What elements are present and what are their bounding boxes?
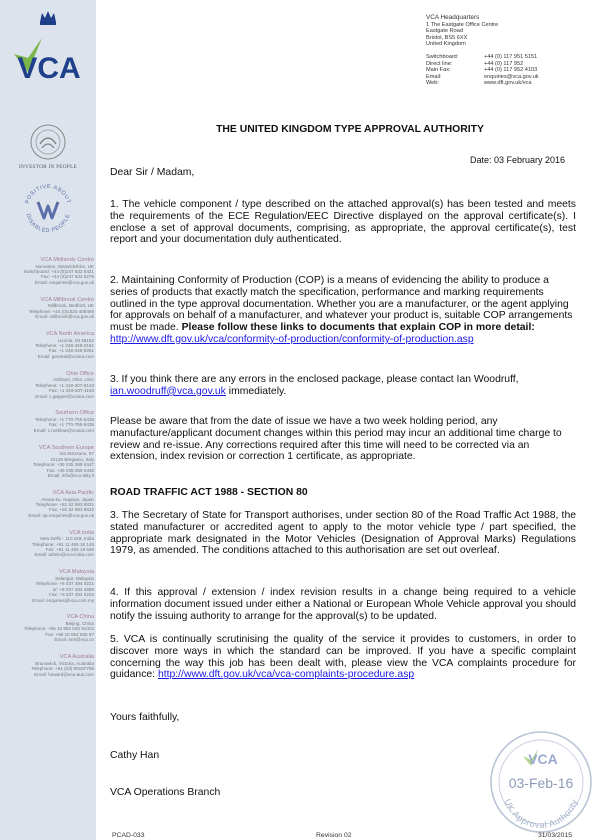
office-name: VCA Midlands Centre [40,257,94,263]
office-line: Atsuta-ku, Nagoya, Japan [41,496,94,502]
office-entry [2,569,94,603]
office-name: VCA China [66,614,94,621]
hq-contact-row [426,54,586,61]
hq-address-line: Bristol, BS5 6XX [426,34,468,41]
stamp-date: 03-Feb-16 [508,775,574,791]
paragraph-6: 4. If this approval / extension / index revision results in a change being required to a vehicle information document issued under either a National or European Whole Vehicle approval you should notify the issuing authority to arrange for the approval(s) to be updated. [110,587,576,622]
office-name: VCA Southern Europe [38,444,94,451]
office-line: Fax: +1 248-349-9261 [48,348,94,354]
positive-about-disabled-people-icon [20,180,76,236]
office-line: Fax: +44 (0)247 632 9276 [41,274,94,280]
paragraph-3-end: immediately. [225,385,287,397]
complaints-link[interactable]: http://www.dft.gov.uk/vca/vca-complaints-procedure.asp [157,669,415,681]
office-list [2,257,94,689]
office-line: Telephone: +1 248-468-0151 [35,343,94,349]
contact-label: Email: [426,73,442,80]
contact-label: Main Fax: [426,67,451,74]
office-line: Email: admin@vca-india.com [34,552,94,558]
office-line: Telephone: +6 037 494 0221 [35,581,94,587]
paragraph-3 [110,374,576,398]
office-line: Fax: +81 52 683 8832 [49,507,94,513]
letter-title: THE UNITED KINGDOM TYPE APPROVAL AUTHORITY [216,124,484,135]
svg-text:POSITIVE ABOUT [25,184,72,205]
paragraph-2-bold: Please follow these links to documents that explain COP in more detail: [181,322,535,334]
office-line: Via Stezzano, 87 [59,451,94,457]
headquarters-address [426,15,586,87]
email-link[interactable]: ian.woodruff@vca.gov.uk [110,385,226,397]
office-entry [2,530,94,558]
hq-contact-row [426,80,586,87]
office-line: Fax: +6 037 494 0225 [49,592,94,598]
office-line: Telephone: +91 11 465 18 145 [32,541,94,547]
office-line: Fax: +91 11 465 18 546 [45,547,94,553]
investor-in-people-icon [24,122,72,162]
office-line: Telephone: +1 770-755-5435 [35,417,94,423]
office-line: Ashland, Ohio, USA [53,377,94,383]
contact-value: +44 (0) 117 951 5151 [484,53,538,60]
closing: Yours faithfully, [110,712,180,723]
hq-address-line: United Kingdom [426,41,466,48]
office-line: Email: ann@vca.cn [54,637,94,643]
office-line: Livonia, MI 48152 [57,337,94,343]
office-entry [2,371,94,399]
office-name: VCA North America [45,331,94,338]
office-line: Email: info@vca-italy.it [47,473,94,478]
contact-value[interactable]: enquiries@vca.gov.uk [484,73,539,80]
office-line: Fax: +1 770-755-5435 [48,422,94,428]
hq-contact-row [426,74,586,81]
office-name: VCA Millbrook Centre [40,296,94,303]
vca-logo-text: VCA [17,52,81,85]
paragraph-4: Please be aware that from the date of issue we have a two week holding period, any manufacture/applicant document changes within this period may incur an additional time charge to review and re-issue. Any corrections required after this time will need to be corrected via an extension, index revision or correction 1 certificate, as appropriate. [110,416,562,463]
office-line: Telephone: +39 035 369 0447 [33,462,94,468]
office-line: Email: c.rushlow@vcana.com [33,427,94,433]
office-line: Email: ap-enquiries@vca.gov.uk [28,512,94,518]
office-line: Telephone: +44 (0)1525 408466 [28,308,94,314]
salutation: Dear Sir / Madam, [110,167,195,178]
office-line: Brunswick, Victoria, Australia [35,660,94,666]
svg-text:UK Approval Authority [502,798,579,831]
paragraph-2 [110,275,576,346]
office-name: Ohio Office [66,370,94,377]
cop-link[interactable]: http://www.dft.gov.uk/vca/conformity-of-production/conformity-of-production.asp [110,333,474,345]
hq-contact-row [426,67,586,74]
signatory: Cathy Han [110,750,160,761]
branch: VCA Operations Branch [110,787,221,798]
paragraph-7-text: 5. VCA is continually scrutinising the quality of the service it provides to customers, in order to discover more ways in which the standard can be improved. If you have a specific complaint concerning the way this job has been dealt with, please view the VCA complaints procedure for guidance: [110,634,576,681]
office-line: Email: millbrook@vca.gov.uk [35,314,94,320]
sidebar [0,0,96,840]
paragraph-3-text: 3. If you think there are any errors in the enclosed package, please contact Ian Woodruff, [110,374,519,385]
contact-label: Direct line: [426,60,453,67]
office-line: Selangor, Malaysia [55,575,94,581]
paragraph-1: 1. The vehicle component / type described on the attached approval(s) has been tested and meets the requirements of the ECE Regulation/EEC Directive displayed on the approval certificate(s). I enclose a set of approval documents, comprising, as appropriate, the approval certificate(s), test report and your documentation duly authenticated. [110,199,576,246]
office-line: Millbrook, Bedford, UK [48,303,94,309]
stamp-logo-text: VCA [528,751,558,767]
investor-in-people-label: INVESTOR IN PEOPLE [18,164,78,170]
office-line: Telephone: +61 (03) 90187758 [31,666,94,672]
office-line: Telephone: +86 10 852 830 91/2/3 [24,626,94,632]
office-line: Telephone: +1 419-207-8123 [35,382,94,388]
office-line: Fax: +86 10 852 830 97 [45,631,94,637]
contact-value: +44 (0) 117 952 4103 [484,67,538,74]
paragraph-7 [110,634,576,681]
contact-label: Web: [426,80,439,87]
office-name: VCA India [69,529,94,536]
approval-stamp [487,728,595,836]
office-entry [2,445,94,479]
disability-ring-top: POSITIVE ABOUT [24,183,72,205]
form-code: PCAD-033 [112,832,145,839]
contact-label: Switchboard: [426,53,459,60]
office-entry [2,614,94,642]
office-entry [2,410,94,433]
office-name: Southern Office [55,410,94,417]
office-line: Email: enquiries@vca.gov.uk [35,279,94,285]
office-line: New Delhi - 110 019, India [40,536,94,542]
vca-logo [8,24,90,86]
office-line: Email: enquiries@vca.com.my [32,597,94,603]
footer-date: 31/03/2015 [538,832,573,839]
office-line: Beijing, China [65,621,94,627]
office-line: Email: c.gepper@vcana.com [35,393,94,399]
hq-title: VCA Headquarters [426,14,480,21]
disability-ring-bottom: DISABLED PEOPLE [24,213,72,235]
section-heading: ROAD TRAFFIC ACT 1988 - SECTION 80 [110,487,308,498]
hq-contacts [426,54,586,87]
hq-address-line: Eastgate Road [426,28,464,35]
paragraph-5: 3. The Secretary of State for Transport authorises, under section 80 of the Road Traffic Act 1988, the stated manufacturer or accredited agent to apply to the motor vehicle type / part specified, the appropriate mark designated in the Motor Vehicles (Designation of Approval Marks) Regulations 1979, as amended. The conditions attached to this authorisation are set out overleaf. [110,510,576,557]
svg-text:DISABLED PEOPLE [24,213,71,234]
revision: Revision 02 [316,832,352,839]
office-entry [2,654,94,677]
stamp-ring-text: UK Approval Authority [502,797,580,831]
office-line: Email: howard@vca-aus.com [34,671,94,677]
hq-contact-row [426,61,586,68]
contact-value: +44 (0) 117 952 [484,60,524,67]
office-line: Telephone: +81 52 683 8831 [35,501,94,507]
office-entry [2,331,94,359]
office-line: Switchboard: +44 (0)247 632 8421 [23,269,94,274]
office-entry [2,490,94,518]
office-line: Fax: +1 419-207-1193 [49,388,94,394]
letter-date: Date: 03 February 2016 [470,155,566,165]
office-name: VCA Malaysia [59,569,94,576]
office-line: or: +6 037 494 4868 [52,586,94,592]
office-line: Fax: +39 035 069 0448 [46,467,94,473]
office-line: 24126 Bergamo, Italy [50,456,94,462]
office-line: Email: general@vcana.com [37,353,94,359]
office-entry [2,297,94,320]
office-name: VCA Australia [59,654,94,661]
paragraph-2-text: 2. Maintaining Conformity of Production (COP) is a means of evidencing the ability to produce a series of products that exactly match the specification, performance and marking requirements outlined in the type approval documentation. Whether you are a manufacturer, or the agent applying for approvals on behalf of a manufacturer, and whatever your product is, suitable COP arrangements must be made. [110,275,573,334]
office-line: Nuneaton, Warwickshire, UK [35,263,94,269]
office-name: VCA Asia Pacific [52,489,94,496]
contact-value[interactable]: www.dft.gov.uk/vca [484,80,532,87]
office-entry [2,257,94,285]
hq-address-line: 1 The Eastgate Office Centre [426,21,499,28]
